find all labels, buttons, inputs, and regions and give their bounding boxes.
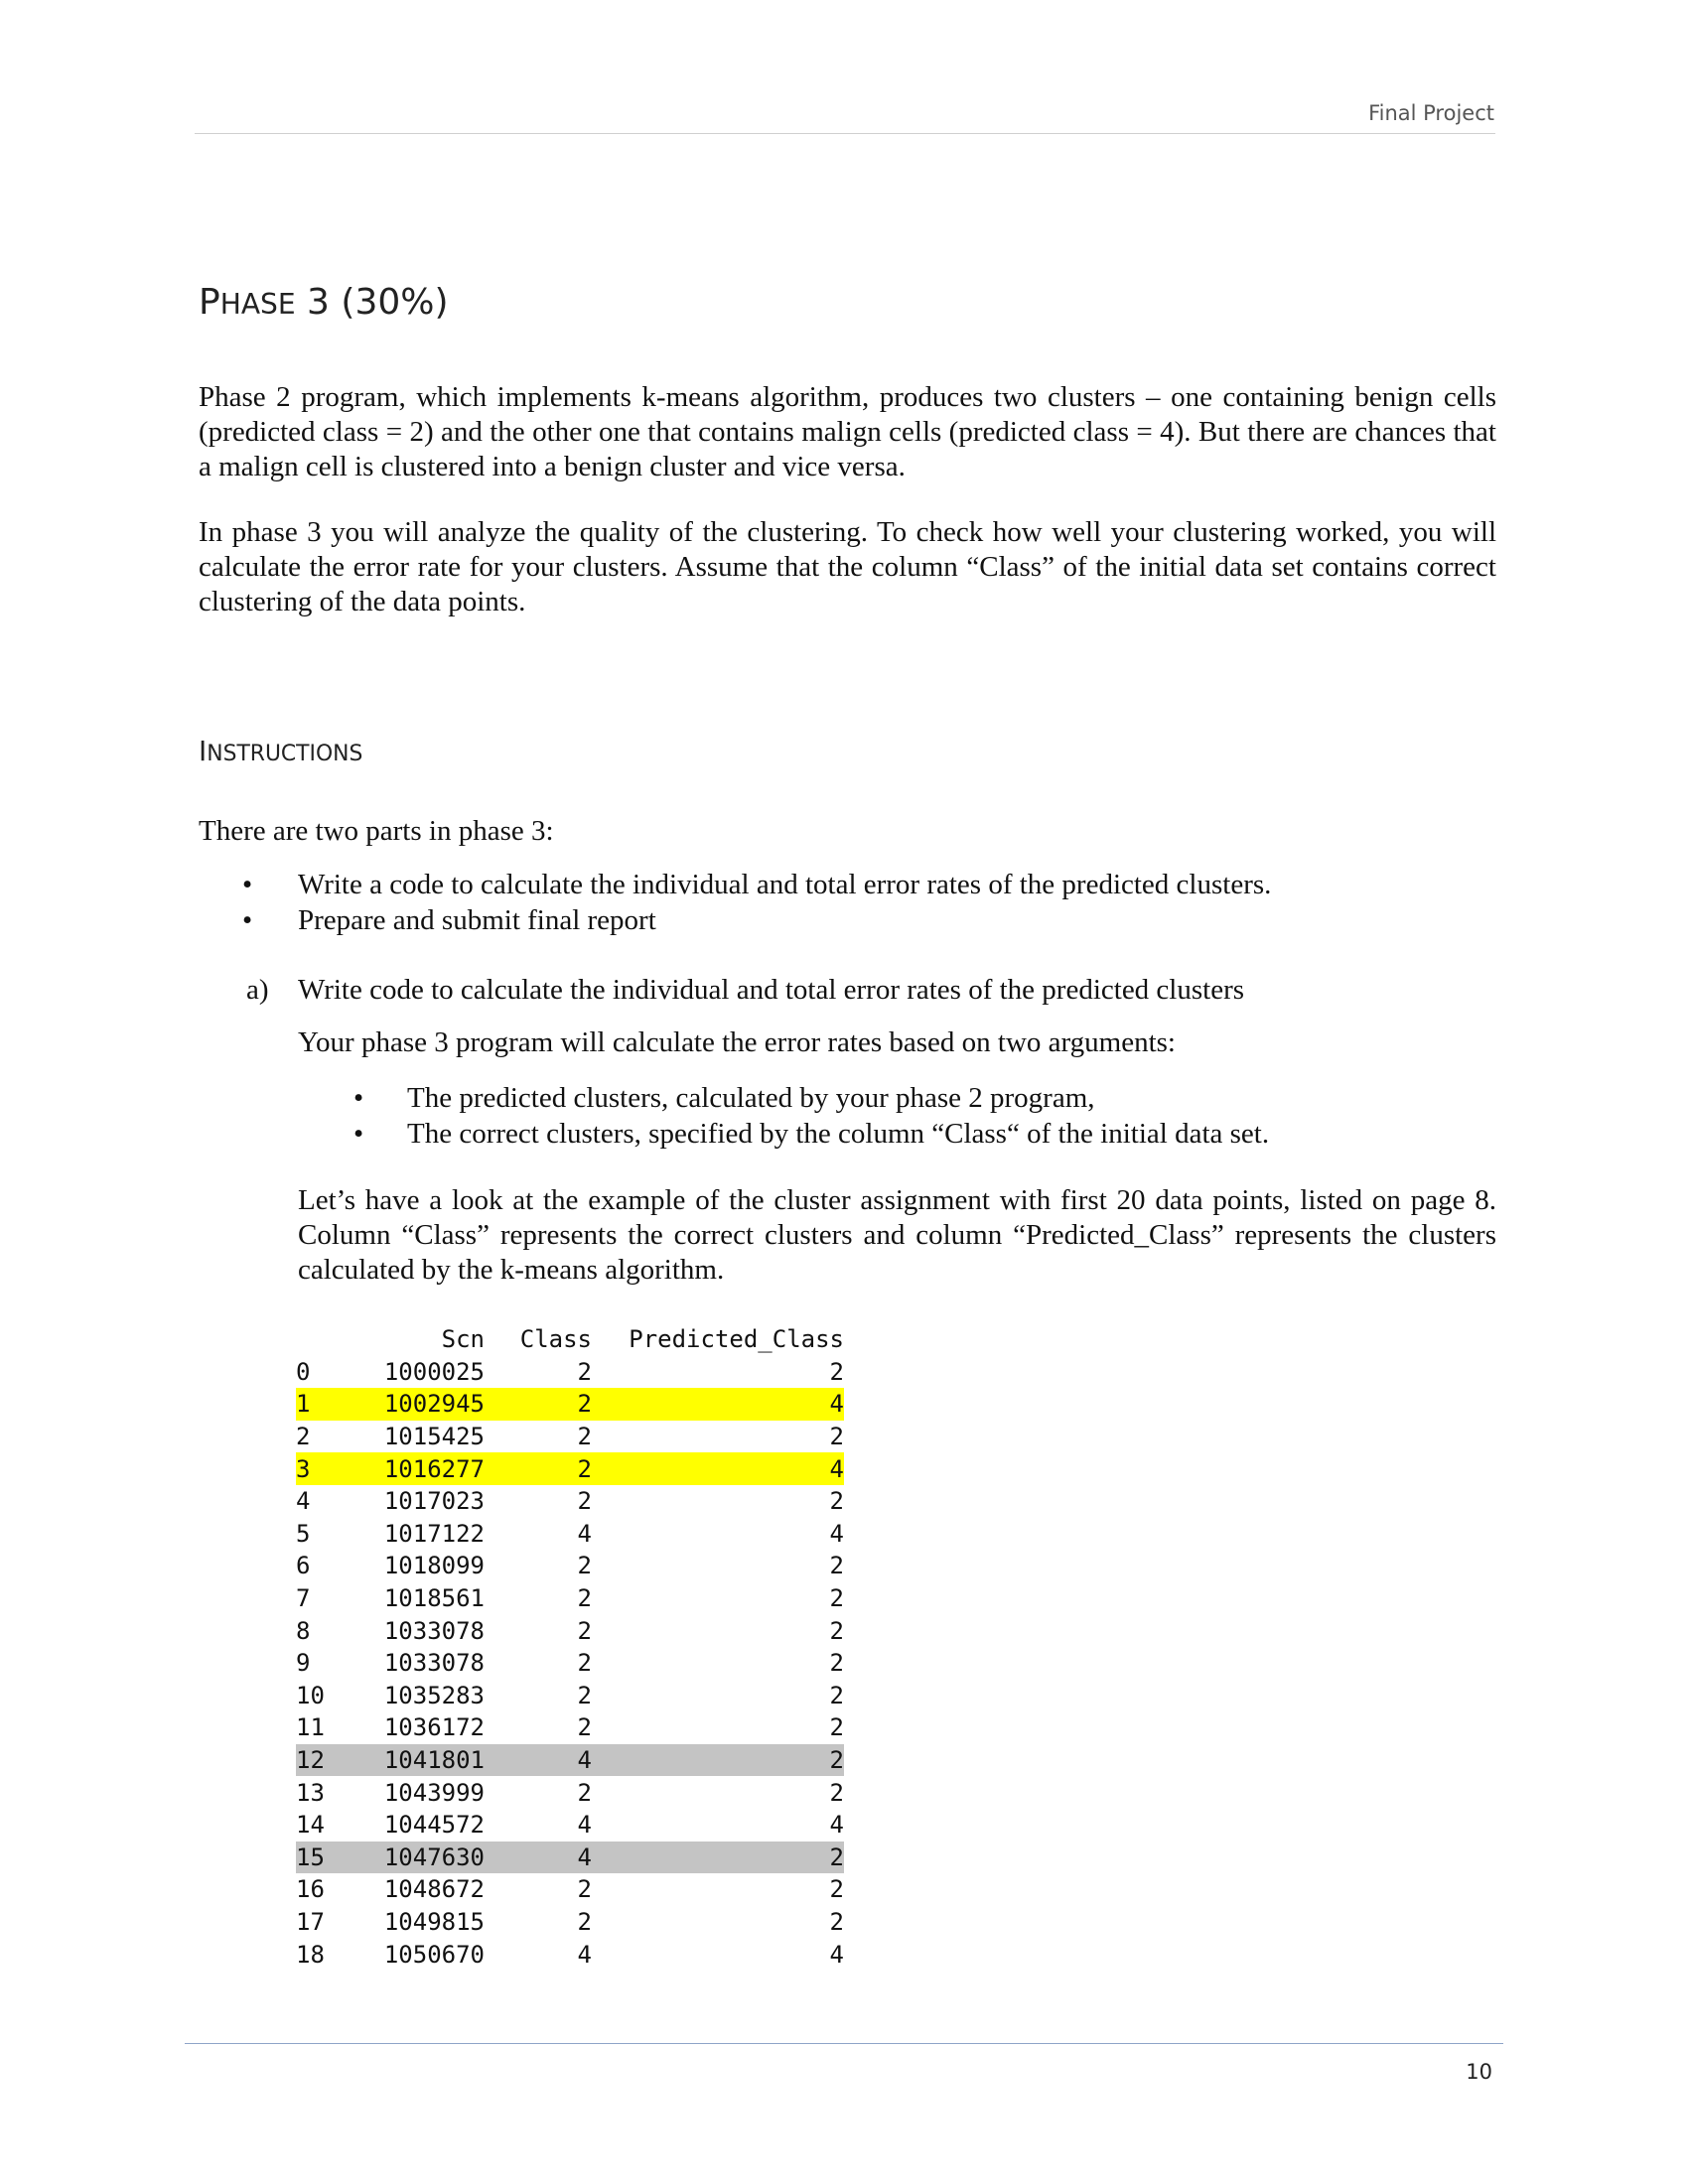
cell-index: 15 bbox=[296, 1842, 373, 1874]
table-row bbox=[296, 1518, 844, 1551]
table-row bbox=[296, 1647, 844, 1680]
part-a-title: Write code to calculate the individual and total error rates of the predicted clusters bbox=[298, 974, 1245, 1006]
footer-divider bbox=[185, 2043, 1503, 2044]
cell-predicted-class: 2 bbox=[829, 1357, 844, 1386]
cell-scn: 1015425 bbox=[383, 1423, 485, 1451]
cell-predicted-class: 2 bbox=[829, 1649, 844, 1678]
cell-predicted-class: 4 bbox=[829, 1519, 844, 1548]
cell-scn: 1035283 bbox=[383, 1681, 485, 1709]
table-row bbox=[296, 1744, 844, 1777]
list-item-text: The predicted clusters, calculated by your phase 2 program, bbox=[407, 1082, 1095, 1114]
cell-class: 4 bbox=[485, 1842, 600, 1874]
table-row bbox=[296, 1356, 844, 1389]
table-header-row bbox=[296, 1323, 844, 1356]
cell-index: 12 bbox=[296, 1744, 373, 1777]
table-row bbox=[296, 1809, 844, 1842]
cell-index: 17 bbox=[296, 1907, 325, 1936]
cell-predicted-class: 2 bbox=[829, 1487, 844, 1516]
cell-index: 10 bbox=[296, 1681, 325, 1709]
cell-class: 2 bbox=[577, 1907, 592, 1936]
cell-index: 0 bbox=[296, 1357, 311, 1386]
cell-class: 2 bbox=[485, 1388, 600, 1421]
parts-list bbox=[199, 867, 1489, 938]
cell-class: 2 bbox=[577, 1487, 592, 1516]
intro-paragraph: In phase 3 you will analyze the quality of the clustering. To check how well your clustering worked, you will calculate the error rate for your clusters. Assume that the column “Class” of the initial data set contains correct clustering of the data points. bbox=[199, 516, 1496, 617]
cell-index: 9 bbox=[296, 1649, 311, 1678]
cell-scn: 1036172 bbox=[383, 1713, 485, 1742]
list-item bbox=[199, 902, 1489, 938]
running-header: Final Project bbox=[1368, 101, 1494, 125]
cell-predicted-class: 2 bbox=[829, 1778, 844, 1807]
cell-scn: 1044572 bbox=[383, 1811, 485, 1840]
table-row bbox=[296, 1582, 844, 1615]
example-paragraph: Let’s have a look at the example of the cluster assignment with first 20 data points, listed on page 8. Column “Class” represents the correct clusters and column “Predicted_Class” represents the clusters calculated by the k-means algorithm. bbox=[298, 1184, 1496, 1286]
header-class: Class bbox=[519, 1325, 592, 1354]
cell-predicted-class: 4 bbox=[600, 1388, 844, 1421]
list-item bbox=[298, 1080, 1489, 1116]
cell-class: 2 bbox=[577, 1778, 592, 1807]
cell-index: 13 bbox=[296, 1778, 325, 1807]
cell-predicted-class: 2 bbox=[829, 1681, 844, 1709]
arguments-intro: Your phase 3 program will calculate the error rates based on two arguments: bbox=[298, 1026, 1176, 1058]
instructions-heading-smallcaps: NSTRUCTIONS bbox=[207, 742, 363, 766]
cluster-table bbox=[296, 1323, 844, 1971]
cell-index: 16 bbox=[296, 1875, 325, 1904]
cell-predicted-class: 2 bbox=[829, 1616, 844, 1645]
instructions-heading-initial: I bbox=[199, 735, 208, 767]
header-scn: Scn bbox=[441, 1325, 485, 1354]
table-row bbox=[296, 1906, 844, 1939]
table-row bbox=[296, 1680, 844, 1712]
phase-heading-smallcaps: HASE bbox=[219, 288, 296, 321]
cell-predicted-class: 2 bbox=[829, 1713, 844, 1742]
table-row bbox=[296, 1452, 844, 1485]
table-row bbox=[296, 1938, 844, 1971]
part-a-marker: a) bbox=[246, 974, 269, 1006]
cell-scn: 1050670 bbox=[383, 1940, 485, 1969]
list-item bbox=[298, 1116, 1489, 1152]
cell-predicted-class: 2 bbox=[829, 1875, 844, 1904]
cell-scn: 1043999 bbox=[383, 1778, 485, 1807]
phase-heading-rest: 3 (30%) bbox=[295, 282, 449, 323]
table-row bbox=[296, 1842, 844, 1874]
cell-index: 4 bbox=[296, 1487, 311, 1516]
table-row bbox=[296, 1421, 844, 1453]
list-item-text: Write a code to calculate the individual and total error rates of the predicted clusters. bbox=[298, 869, 1272, 900]
header-index bbox=[296, 1323, 373, 1356]
cell-predicted-class: 2 bbox=[600, 1744, 844, 1777]
table-row bbox=[296, 1485, 844, 1518]
cell-index: 5 bbox=[296, 1519, 311, 1548]
cell-index: 1 bbox=[296, 1388, 373, 1421]
cell-scn: 1000025 bbox=[383, 1357, 485, 1386]
cell-scn: 1041801 bbox=[373, 1744, 485, 1777]
cell-class: 2 bbox=[577, 1552, 592, 1580]
cell-class: 2 bbox=[577, 1681, 592, 1709]
cell-class: 4 bbox=[577, 1811, 592, 1840]
cell-index: 11 bbox=[296, 1713, 325, 1742]
header-predicted-class: Predicted_Class bbox=[629, 1325, 844, 1354]
cell-index: 3 bbox=[296, 1452, 373, 1485]
cell-scn: 1018099 bbox=[383, 1552, 485, 1580]
intro-paragraph: Phase 2 program, which implements k-means algorithm, produces two clusters – one containing benign cells (predicted class = 2) and the other one that contains malign cells (predicted class = 4). But there are chances that a malign cell is clustered into a benign cluster and vice versa. bbox=[199, 381, 1496, 482]
cell-index: 2 bbox=[296, 1423, 311, 1451]
bullet-icon: • bbox=[353, 1118, 364, 1150]
cell-predicted-class: 2 bbox=[829, 1907, 844, 1936]
cell-class: 2 bbox=[577, 1649, 592, 1678]
bullet-icon: • bbox=[242, 869, 253, 900]
cell-scn: 1017122 bbox=[383, 1519, 485, 1548]
parts-intro: There are two parts in phase 3: bbox=[199, 815, 554, 847]
cell-scn: 1002945 bbox=[373, 1388, 485, 1421]
bullet-icon: • bbox=[242, 904, 253, 936]
table-row bbox=[296, 1388, 844, 1421]
cell-class: 4 bbox=[577, 1519, 592, 1548]
cell-predicted-class: 4 bbox=[829, 1811, 844, 1840]
cell-predicted-class: 2 bbox=[829, 1423, 844, 1451]
cell-scn: 1033078 bbox=[383, 1616, 485, 1645]
cell-predicted-class: 2 bbox=[829, 1552, 844, 1580]
cell-class: 2 bbox=[577, 1616, 592, 1645]
table-row bbox=[296, 1776, 844, 1809]
cell-predicted-class: 2 bbox=[600, 1842, 844, 1874]
cell-scn: 1033078 bbox=[383, 1649, 485, 1678]
arguments-list bbox=[298, 1080, 1489, 1152]
cell-class: 2 bbox=[577, 1713, 592, 1742]
table-row bbox=[296, 1614, 844, 1647]
cell-class: 2 bbox=[485, 1452, 600, 1485]
cell-scn: 1047630 bbox=[373, 1842, 485, 1874]
page-number: 10 bbox=[1466, 2060, 1492, 2084]
cell-scn: 1049815 bbox=[383, 1907, 485, 1936]
cell-class: 2 bbox=[577, 1875, 592, 1904]
list-item-text: Prepare and submit final report bbox=[298, 904, 656, 936]
phase-heading-initial: P bbox=[199, 282, 220, 323]
cell-class: 4 bbox=[485, 1744, 600, 1777]
cell-class: 2 bbox=[577, 1423, 592, 1451]
phase-heading bbox=[199, 282, 449, 323]
cell-scn: 1048672 bbox=[383, 1875, 485, 1904]
cell-scn: 1016277 bbox=[373, 1452, 485, 1485]
cell-class: 2 bbox=[577, 1584, 592, 1613]
cell-index: 6 bbox=[296, 1552, 311, 1580]
table-row bbox=[296, 1873, 844, 1906]
table-row bbox=[296, 1550, 844, 1582]
cell-index: 7 bbox=[296, 1584, 311, 1613]
cell-index: 14 bbox=[296, 1811, 325, 1840]
cell-index: 8 bbox=[296, 1616, 311, 1645]
cell-predicted-class: 2 bbox=[829, 1584, 844, 1613]
cell-predicted-class: 4 bbox=[600, 1452, 844, 1485]
cell-scn: 1017023 bbox=[383, 1487, 485, 1516]
instructions-heading bbox=[199, 735, 362, 767]
list-item bbox=[199, 867, 1489, 902]
list-item-text: The correct clusters, specified by the column “Class“ of the initial data set. bbox=[407, 1118, 1270, 1150]
table-row bbox=[296, 1711, 844, 1744]
cell-scn: 1018561 bbox=[383, 1584, 485, 1613]
cell-predicted-class: 4 bbox=[829, 1940, 844, 1969]
cell-index: 18 bbox=[296, 1940, 325, 1969]
header-divider bbox=[195, 133, 1495, 134]
bullet-icon: • bbox=[353, 1082, 364, 1114]
cell-class: 2 bbox=[577, 1357, 592, 1386]
cell-class: 4 bbox=[577, 1940, 592, 1969]
